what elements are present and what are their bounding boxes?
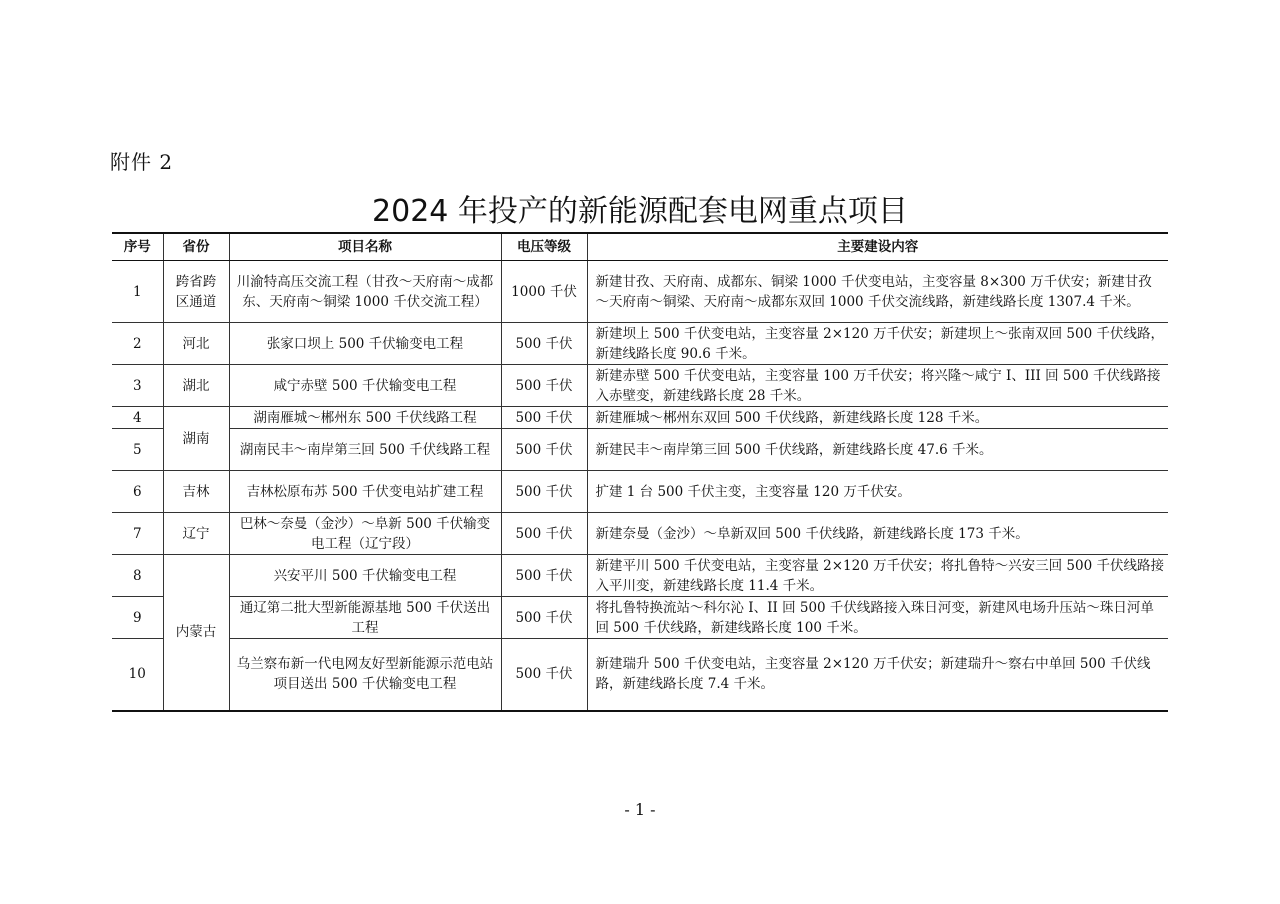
row-voltage: 500 千伏 [501,323,587,365]
row-content: 扩建 1 台 500 千伏主变，主变容量 120 万千伏安。 [587,471,1168,513]
row-project-name: 湖南雁城～郴州东 500 千伏线路工程 [229,407,501,429]
table-row [112,365,1168,407]
row-province: 跨省跨区通道 [163,261,229,323]
row-no: 3 [112,365,163,407]
table-row [112,513,1168,555]
row-project-name: 川渝特高压交流工程（甘孜～天府南～成都东、天府南～铜梁 1000 千伏交流工程） [229,261,501,323]
table-row [112,407,1168,429]
row-voltage: 1000 千伏 [501,261,587,323]
header-province: 省份 [163,233,229,261]
row-content: 新建坝上 500 千伏变电站，主变容量 2×120 万千伏安；新建坝上～张南双回 500 千伏线路，新建线路长度 90.6 千米。 [587,323,1168,365]
row-province: 湖南 [163,407,229,471]
table-row [112,471,1168,513]
row-no: 5 [112,429,163,471]
row-province: 辽宁 [163,513,229,555]
row-voltage: 500 千伏 [501,639,587,711]
row-project-name: 兴安平川 500 千伏输变电工程 [229,555,501,597]
row-no: 8 [112,555,163,597]
row-no: 10 [112,639,163,711]
header-voltage: 电压等级 [501,233,587,261]
header-project-name: 项目名称 [229,233,501,261]
row-content: 新建奈曼（金沙）～阜新双回 500 千伏线路，新建线路长度 173 千米。 [587,513,1168,555]
table-row [112,261,1168,323]
row-no: 7 [112,513,163,555]
row-province: 河北 [163,323,229,365]
row-content: 新建赤壁 500 千伏变电站，主变容量 100 万千伏安；将兴隆～咸宁 I、III 回 500 千伏线路接入赤壁变，新建线路长度 28 千米。 [587,365,1168,407]
row-content: 新建民丰～南岸第三回 500 千伏线路，新建线路长度 47.6 千米。 [587,429,1168,471]
row-project-name: 通辽第二批大型新能源基地 500 千伏送出工程 [229,597,501,639]
row-content: 新建瑞升 500 千伏变电站，主变容量 2×120 万千伏安；新建瑞升～察右中单回 500 千伏线路，新建线路长度 7.4 千米。 [587,639,1168,711]
row-content: 新建雁城～郴州东双回 500 千伏线路，新建线路长度 128 千米。 [587,407,1168,429]
header-content: 主要建设内容 [587,233,1168,261]
row-project-name: 乌兰察布新一代电网友好型新能源示范电站项目送出 500 千伏输变电工程 [229,639,501,711]
row-no: 9 [112,597,163,639]
row-province: 内蒙古 [163,555,229,711]
row-no: 1 [112,261,163,323]
table-row [112,555,1168,597]
row-project-name: 湖南民丰～南岸第三回 500 千伏线路工程 [229,429,501,471]
table-row [112,429,1168,471]
table-header-row [112,233,1168,261]
row-voltage: 500 千伏 [501,365,587,407]
row-voltage: 500 千伏 [501,471,587,513]
table-row [112,597,1168,639]
table-row [112,323,1168,365]
table-row [112,639,1168,711]
row-voltage: 500 千伏 [501,597,587,639]
row-voltage: 500 千伏 [501,429,587,471]
header-no: 序号 [112,233,163,261]
row-no: 4 [112,407,163,429]
row-province: 湖北 [163,365,229,407]
document-title: 2024 年投产的新能源配套电网重点项目 [372,194,908,229]
project-table [112,232,1168,712]
row-voltage: 500 千伏 [501,407,587,429]
row-project-name: 吉林松原布苏 500 千伏变电站扩建工程 [229,471,501,513]
row-content: 新建平川 500 千伏变电站，主变容量 2×120 万千伏安；将扎鲁特～兴安三回 500 千伏线路接入平川变，新建线路长度 11.4 千米。 [587,555,1168,597]
attachment-label: 附件 2 [110,150,174,174]
row-no: 6 [112,471,163,513]
row-content: 将扎鲁特换流站～科尔沁 I、II 回 500 千伏线路接入珠日河变，新建风电场升压站～珠日河单回 500 千伏线路，新建线路长度 100 千米。 [587,597,1168,639]
row-project-name: 张家口坝上 500 千伏输变电工程 [229,323,501,365]
row-voltage: 500 千伏 [501,555,587,597]
row-project-name: 巴林～奈曼（金沙）～阜新 500 千伏输变电工程（辽宁段） [229,513,501,555]
row-project-name: 咸宁赤壁 500 千伏输变电工程 [229,365,501,407]
row-no: 2 [112,323,163,365]
page-number: - 1 - [624,800,656,819]
row-content: 新建甘孜、天府南、成都东、铜梁 1000 千伏变电站，主变容量 8×300 万千伏安；新建甘孜～天府南～铜梁、天府南～成都东双回 1000 千伏交流线路，新建线路长度 1307.4 千米。 [587,261,1168,323]
row-voltage: 500 千伏 [501,513,587,555]
row-province: 吉林 [163,471,229,513]
